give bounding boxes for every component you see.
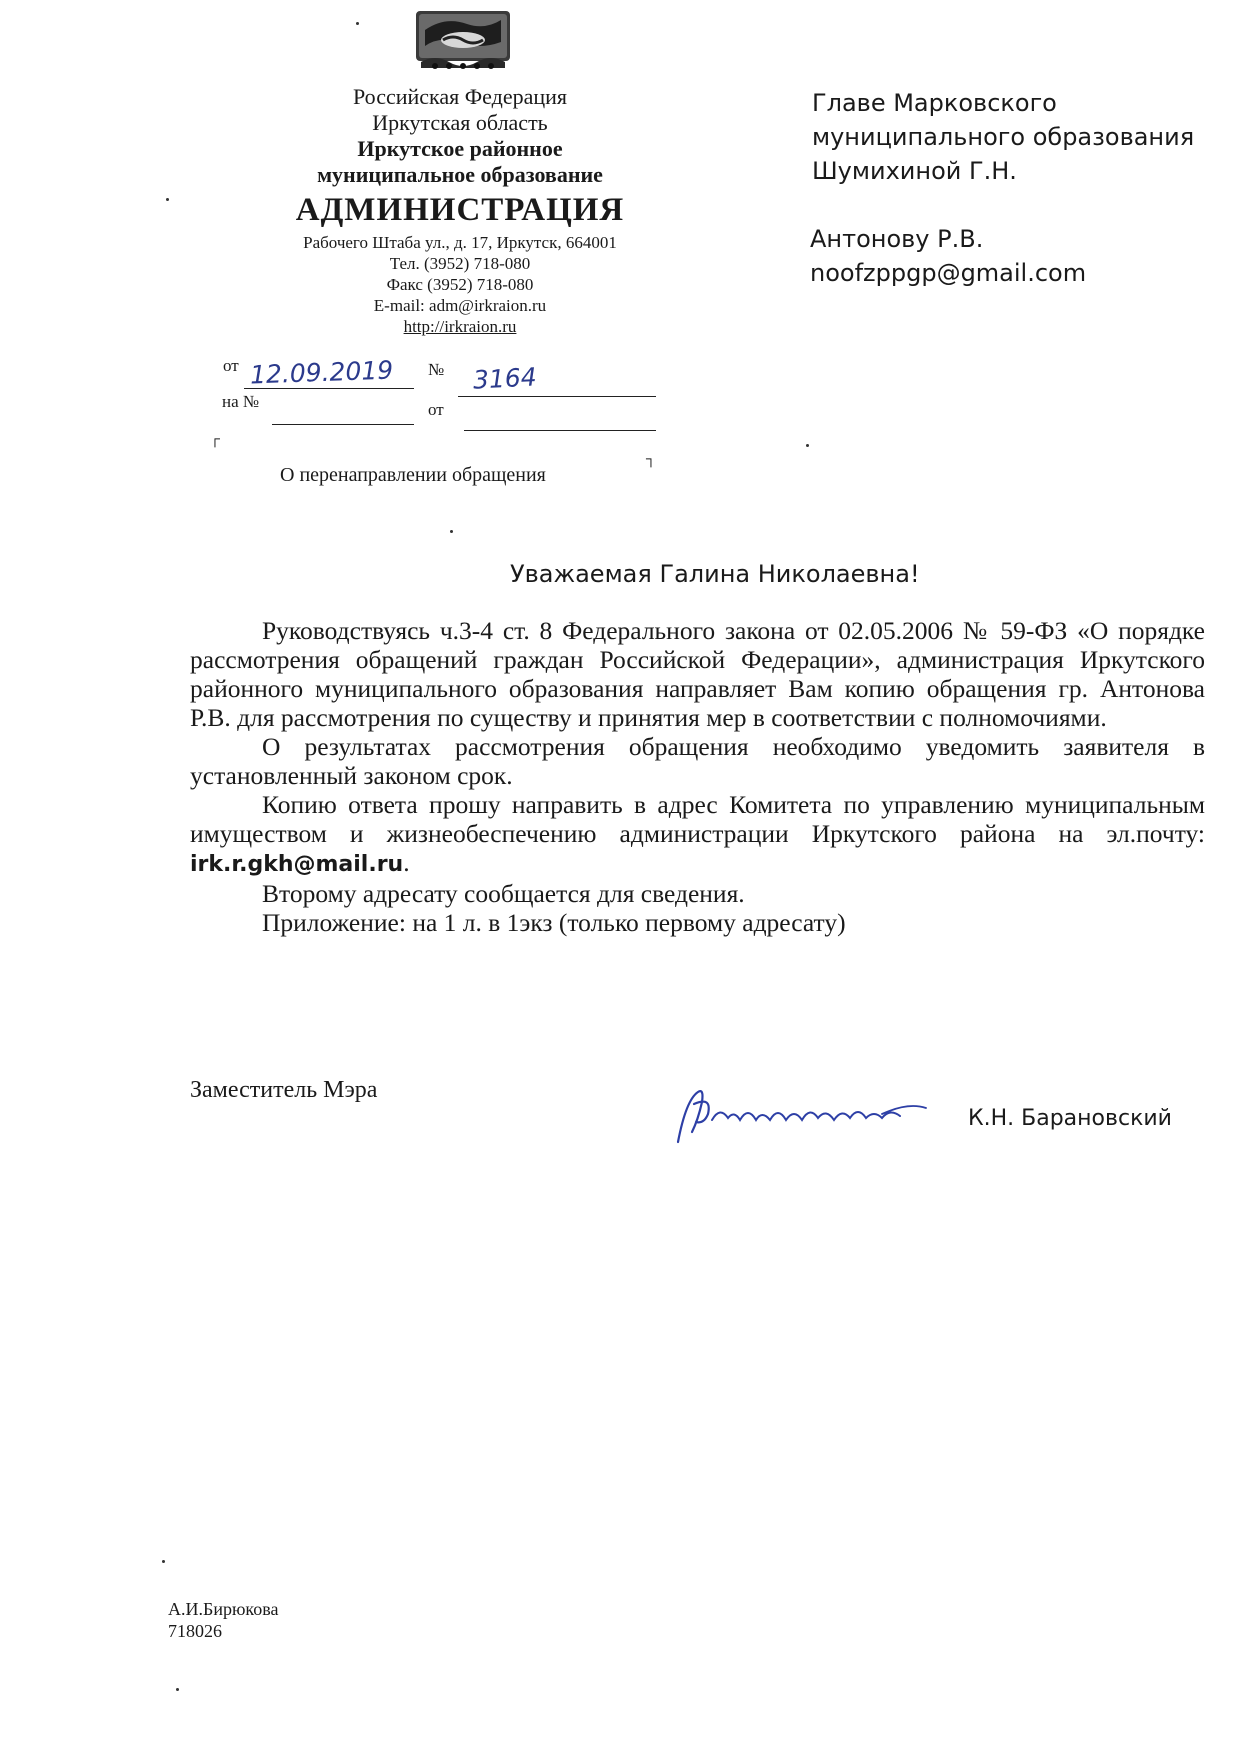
number-line [458, 396, 656, 397]
country-line: Российская Федерация [352, 84, 568, 109]
from-label: от [223, 356, 239, 375]
number-label: № [428, 360, 445, 379]
subject-line: О перенаправлении обращения [280, 464, 546, 486]
executor-phone: 718026 [168, 1621, 222, 1641]
body-paragraph-3 [190, 790, 1205, 879]
corner-mark-right: ┐ [646, 452, 656, 467]
fax-line: Факс (3952) 718-080 [386, 275, 534, 294]
reply-number-line [272, 424, 414, 425]
greeting: Уважаемая Галина Николаевна! [510, 560, 920, 588]
letter-body [190, 616, 1205, 937]
addressee-line-3: Шумихиной Г.Н. [812, 157, 1017, 185]
reply-from-label: от [428, 400, 444, 419]
executor-name: А.И.Бирюкова [168, 1599, 279, 1619]
corner-mark-left: ┌ [210, 432, 220, 447]
body-paragraph-5: Приложение: на 1 л. в 1экз (только первому адресату) [262, 908, 846, 937]
body-paragraph-3-text: Копию ответа прошу направить в адрес Комитета по управлению муниципальным имуществом и жизнеобеспечению администрации Иркутского района на эл.почту: [190, 790, 1205, 848]
body-paragraph-2: О результатах рассмотрения обращения необходимо уведомить заявителя в установленный законом срок. [190, 732, 1205, 790]
outgoing-date: 12.09.2019 [249, 355, 394, 390]
administration-title: АДМИНИСТРАЦИЯ [295, 192, 625, 228]
region-line: Иркутская область [372, 110, 548, 135]
email-line: E-mail: adm@irkraion.ru [373, 296, 547, 315]
website-link[interactable]: http://irkraion.ru [403, 317, 517, 336]
addressee-second-email[interactable]: noofzppgp@gmail.com [810, 259, 1087, 287]
phone-line: Тел. (3952) 718-080 [389, 254, 531, 273]
coat-of-arms-emblem [415, 10, 511, 72]
body-paragraph-1: Руководствуясь ч.3-4 ст. 8 Федерального закона от 02.05.2006 № 59-ФЗ «О порядке рассмотрения обращений граждан Российской Федерации», администрация Иркутского районного муниципального образования направляет Вам копию обращения гр. Антонова Р.В. для рассмотрения по существу и принятия мер в соответствии с полномочиями. [190, 616, 1205, 732]
scan-speck [356, 22, 359, 25]
outgoing-number: 3164 [472, 362, 538, 395]
municipality-line-1: Иркутское районное [357, 136, 563, 161]
addressee-second-name: Антонову Р.В. [810, 225, 984, 253]
handwritten-signature [668, 1080, 938, 1150]
reply-from-line [464, 430, 656, 431]
addressee-secondary [810, 222, 1086, 290]
executor-block [168, 1598, 279, 1642]
scan-speck [806, 444, 809, 447]
address-line: Рабочего Штаба ул., д. 17, Иркутск, 664001 [303, 233, 617, 252]
reply-email[interactable]: irk.r.gkh@mail.ru [190, 852, 404, 877]
scan-speck [176, 1688, 179, 1691]
addressee-line-2: муниципального образования [812, 123, 1195, 151]
signatory-position: Заместитель Мэра [190, 1077, 378, 1103]
scan-speck [166, 198, 169, 201]
addressee-primary [812, 86, 1194, 188]
letterhead [240, 84, 680, 337]
body-paragraph-3-end: . [403, 848, 410, 877]
municipality-line-2: муниципальное образование [317, 162, 603, 187]
signatory-name: К.Н. Барановский [968, 1106, 1172, 1131]
scan-speck [450, 530, 453, 533]
reply-number-label: на № [222, 392, 260, 411]
date-line [244, 388, 414, 389]
body-paragraph-4: Второму адресату сообщается для сведения. [262, 879, 745, 908]
addressee-line-1: Главе Марковского [812, 89, 1057, 117]
scan-speck [162, 1560, 165, 1563]
